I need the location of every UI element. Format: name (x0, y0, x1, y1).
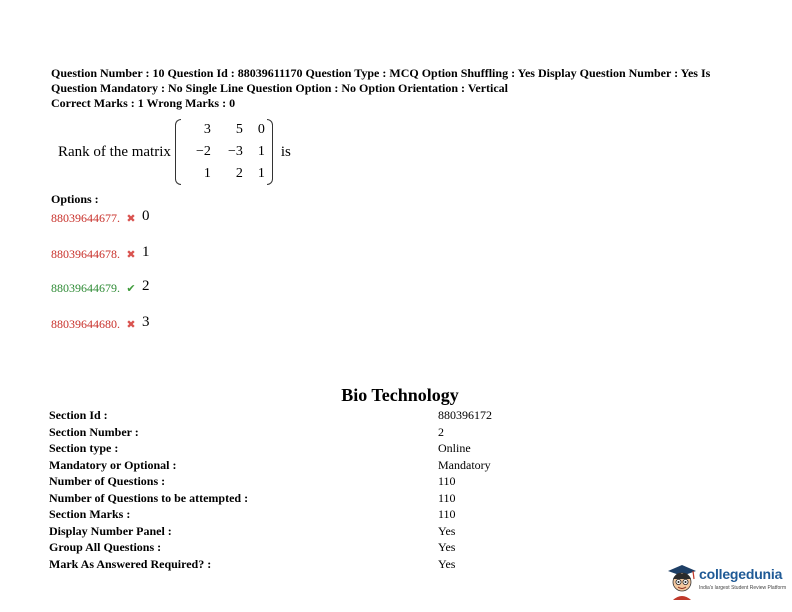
matrix-cell: 1 (257, 144, 265, 159)
logo-name: collegedunia (699, 566, 783, 582)
matrix-grid (181, 119, 267, 185)
collegedunia-logo (665, 562, 787, 600)
question-header (51, 66, 751, 111)
question-header-line-1: Question Number : 10 Question Id : 88039611170 Question Type : MCQ Option Shuffling : Yes Display Question Number : Yes Is (51, 66, 711, 80)
logo-tagline: India's largest Student Review Platform (699, 585, 787, 591)
matrix-cell: 2 (235, 166, 243, 181)
matrix-cell: 1 (257, 166, 265, 181)
options-label: Options : (51, 192, 99, 206)
option-value: 2 (142, 278, 150, 294)
section-row (49, 474, 609, 490)
section-row-value: Yes (438, 557, 456, 571)
matrix (175, 119, 273, 185)
section-row-label: Display Number Panel : (49, 524, 172, 538)
matrix-cell: −2 (195, 144, 211, 159)
option-id: 88039644679. (51, 281, 120, 295)
section-row (49, 540, 609, 556)
option-2[interactable] (51, 246, 150, 263)
option-4[interactable] (51, 316, 150, 333)
mascot-icon (665, 562, 699, 600)
section-row-value: 880396172 (438, 408, 492, 422)
section-row-label: Mandatory or Optional : (49, 458, 177, 472)
section-row-value: Yes (438, 524, 456, 538)
cross-icon: ✖ (126, 319, 136, 331)
cross-icon: ✖ (126, 213, 136, 225)
option-3[interactable] (51, 280, 150, 297)
section-row-value: 110 (438, 474, 456, 488)
section-row-label: Mark As Answered Required? : (49, 557, 212, 571)
question-header-line-3: Correct Marks : 1 Wrong Marks : 0 (51, 96, 236, 110)
section-row-label: Number of Questions to be attempted : (49, 491, 249, 505)
section-row (49, 557, 609, 573)
section-row-label: Section Id : (49, 408, 108, 422)
question-text (58, 118, 291, 186)
option-id: 88039644678. (51, 247, 120, 261)
matrix-cell: 0 (257, 122, 265, 137)
option-id: 88039644677. (51, 211, 120, 225)
option-id: 88039644680. (51, 317, 120, 331)
section-title: Bio Technology (341, 385, 459, 405)
section-row-label: Section type : (49, 441, 119, 455)
section-row (49, 491, 609, 507)
section-row (49, 507, 609, 523)
matrix-cell: 5 (235, 122, 243, 137)
section-row-label: Number of Questions : (49, 474, 166, 488)
question-suffix: is (280, 143, 291, 160)
section-row-value: 2 (438, 425, 444, 439)
section-row-value: Yes (438, 540, 456, 554)
section-row-value: 110 (438, 507, 456, 521)
section-row (49, 425, 609, 441)
matrix-right-paren (267, 119, 273, 185)
section-row-label: Section Marks : (49, 507, 131, 521)
section-row (49, 408, 609, 424)
option-value: 3 (142, 314, 150, 330)
section-row (49, 458, 609, 474)
option-value: 0 (142, 208, 150, 224)
section-row (49, 524, 609, 540)
section-row-label: Group All Questions : (49, 540, 162, 554)
question-prefix: Rank of the matrix (58, 143, 171, 160)
section-row (49, 441, 609, 457)
section-row-value: Online (438, 441, 471, 455)
section-row-value: Mandatory (438, 458, 491, 472)
matrix-cell: −3 (227, 144, 243, 159)
question-header-line-2: Question Mandatory : No Single Line Question Option : No Option Orientation : Vertical (51, 81, 509, 95)
matrix-cell: 3 (203, 122, 211, 137)
option-1[interactable] (51, 210, 150, 227)
section-row-label: Section Number : (49, 425, 139, 439)
option-value: 1 (142, 244, 150, 260)
check-icon: ✔ (126, 283, 136, 295)
cross-icon: ✖ (126, 249, 136, 261)
section-row-value: 110 (438, 491, 456, 505)
matrix-cell: 1 (203, 166, 211, 181)
